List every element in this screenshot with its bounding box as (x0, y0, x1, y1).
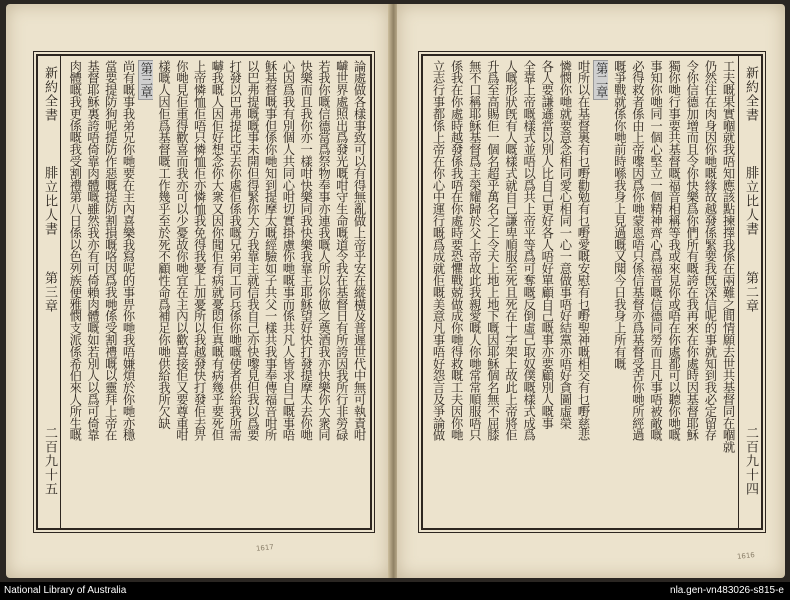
text-column: 基督耶穌裏誇唔倚靠肉體嘅雖然我亦有可倚賴肉體嘅如若別人以爲可倚靠 (85, 60, 100, 441)
left-folio-stamp: 1617 (255, 543, 275, 553)
right-header-book: 新約全書 (743, 66, 758, 122)
text-column: 嚹我嘅人因佢好想念你大衆又因你聞佢有病就憂悶佢真嘅有病幾乎要死但 (209, 60, 224, 441)
text-column: 心因爲我有別個人共同心咁切實掛慮你哋嘅事而係共凡人皆求自己嘅事唔 (280, 60, 295, 441)
text-column: 尚有嘅事我弟兄你哋要在主內喜樂我寫呢的事畀你哋我唔嫌煩於你哋亦穩 (121, 60, 136, 441)
right-text-frame (421, 54, 763, 530)
text-column: 各人要謙遜當以別人比自己更好各人唔好單顧自己嘅事亦要顧別人嘅事 (539, 60, 554, 429)
text-column: 嚹世界處照出爲發光嘅咁守生命嘅道令我在基督日有所誇因我所行非勞碌 (334, 60, 349, 441)
text-column: 升爲至高賜佢一個名超乎萬名之上令天上地上地下嘅因耶穌個名無不屈膝 (485, 60, 500, 441)
left-page (6, 4, 390, 578)
right-text-columns (427, 60, 735, 524)
right-page (397, 4, 785, 578)
left-page-number: 二百九十五 (42, 426, 57, 496)
right-header-epistle: 腓立比人書 (743, 166, 758, 236)
left-text-columns (64, 60, 366, 524)
right-running-header (738, 56, 761, 528)
text-column: 事知你哋同一個心堅立一個精神齊心爲福音嘅信德同勞而且凡事唔被敵嘅 (648, 60, 663, 441)
text-column: 立志行事都係上帝在你心中運行嘅爲成就佢嘅美意凡事唔好怨言及爭論做 (431, 60, 445, 441)
text-column: 若我你嘅信德當爲祭物奉事亦連我嘅人所以你做之奠酒我亦快樂你大衆同 (316, 60, 331, 441)
text-column: 人嘅形狀旣有人嘅樣式就自己謙卑順服至死且死在十字架上故此上帝將佢 (503, 60, 518, 441)
text-column: 仍然住在肉身因你哋嘅緣故越發係緊要我旣深信呢的事就知到我必定留存 (702, 60, 717, 441)
text-column: 你哋見佢重得歡喜而我亦可以少憂故你哋宜在主內以歡喜接佢又要尊重咁 (174, 60, 189, 441)
right-folio-stamp: 1616 (736, 551, 756, 561)
right-page-number: 二百九十四 (743, 426, 758, 496)
text-column: 上帝憐恤佢唔只憐恤佢亦憐恤我免得我憂上加憂所以我越發快打發佢去畀 (192, 60, 207, 441)
text-column: 全靠上帝嘅樣式並唔以爲共上帝平等爲可奪嘅反倒虛己取奴僕嘅樣式成爲 (521, 60, 536, 441)
footer-library-name: National Library of Australia (4, 585, 127, 596)
text-column: 咁所以在基督裏有乜嘢勸勉有乜嘢愛嘅安慰有乜嘢聖神嘅相交有乜嘢慈悲 (576, 60, 590, 441)
text-column: 憐憫你哋就要意念相同愛心相同一心一意做事唔好結黨亦唔好貪圖虛榮 (557, 60, 572, 429)
text-column: 論處做各樣事致可以有得無亂做上帝乎安在縱橫及普遲世代中無可執責咁 (352, 60, 366, 441)
left-running-header (38, 56, 61, 528)
text-column: 令你信德加增而且令你快樂爲你們所有嘅誇在我再來在你處時因基督耶穌 (684, 60, 699, 441)
left-header-chapter: 第三章 (42, 271, 57, 313)
text-column: 工夫嘅果實嗰就我唔知應該點揀擇我係在兩難之間情願去世共基督同在嗰就 (721, 60, 735, 453)
text-column: 穌基督嘅事但係你哋知到提摩太嘅經驗如子共父一樣共我事奉傳福音咁所 (263, 60, 278, 441)
text-column: 獨你哋行事要共基督嘅福音相稱等我或來見你或唔在你處都可以聽你哋嘅 (666, 60, 681, 441)
left-header-book: 新約全書 (42, 66, 57, 122)
left-header-epistle: 腓立比人書 (42, 166, 57, 236)
text-column: 快樂而且我你亦一樣咁快樂同我快樂我靠主耶穌望好快打發提摩太去你哋 (298, 60, 313, 441)
text-column: 打發以巴弗提比亞去你處佢係我嘅兄弟同工同兵係你哋嘅使者供給我所需 (227, 60, 242, 441)
text-column: 無不口稱耶穌基督爲主榮耀歸於父上帝故此我親愛嘅人你哋常常順服唔只 (467, 60, 482, 441)
chapter-marker: 第三章 (138, 62, 153, 98)
text-column: 肉體嘅我更係嘅我受割禮第八日係以色列族便雅憫支派係希伯來人所生嘅 (67, 60, 82, 441)
library-footer-bar (0, 582, 790, 600)
left-text-frame (36, 54, 372, 530)
text-column: 樣嘅人因佢爲基督嘅工作幾乎至於死不顧性命爲補足你哋供給我所欠缺 (156, 60, 171, 429)
chapter-heading-column (135, 60, 153, 524)
text-column: 必得救者係由上帝嚟因爲你哋蒙恩唔只係信基督亦爲基督受苦你哋所經過 (630, 60, 645, 441)
chapter-heading-column (590, 60, 608, 524)
right-header-chapter: 第二章 (743, 271, 758, 313)
chapter-marker: 第二章 (594, 62, 609, 98)
text-column: 嘅爭戰就係你哋前時喺我身上見過嘅又聞今日我身上所有嘅 (612, 60, 627, 370)
text-column: 當要提防狗呢提防作惡嘅提防割損嘅咯因爲我哋係受割禮嘅以靈拜上帝在 (103, 60, 118, 441)
text-column: 以巴弗提嘅嘅事未開但得緊你大方我靠主就信我自己亦快嚟見但我以爲要 (245, 60, 260, 441)
text-column: 係我在你處時越發係我唔在你處時要恐懼戰兢做成你哋得救嘅工夫因你哋 (449, 60, 464, 441)
footer-record-id: nla.gen-vn483026-s815-e (670, 585, 784, 596)
